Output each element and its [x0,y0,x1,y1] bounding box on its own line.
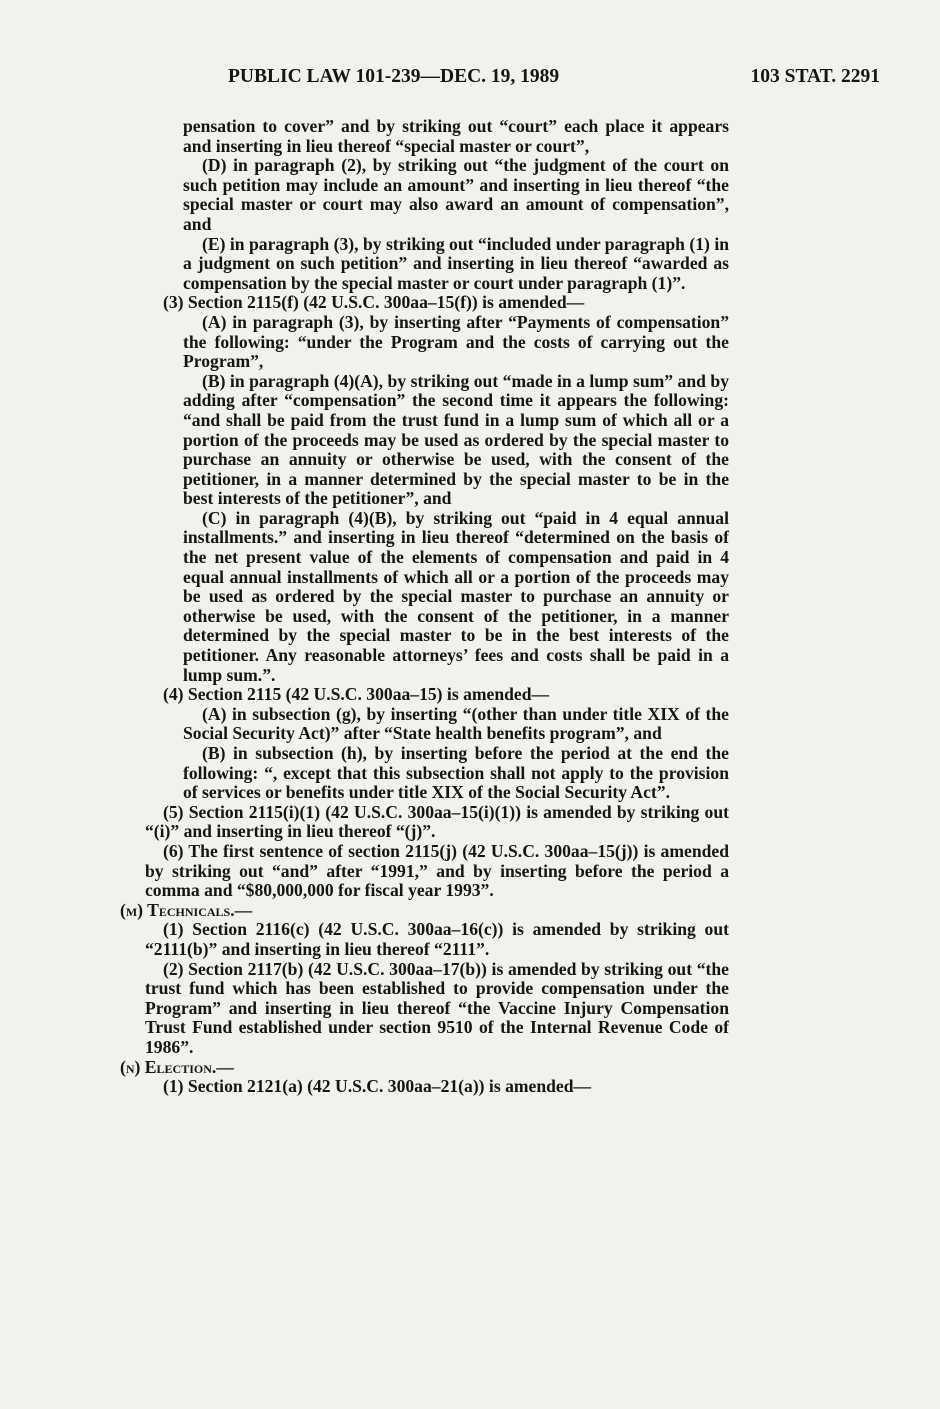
paragraph-m2: (2) Section 2117(b) (42 U.S.C. 300aa–17(b)) is amended by striking out “the trust fund which has been established to provide compensation under the Program” and inserting in lieu thereof “the Vaccine Injury Compensation Trust Fund established under section 9510 of the Internal Revenue Code of 1986”. [145,958,729,1057]
page-number: 103 STAT. 2291 [750,66,880,87]
subparagraph-d: (D) in paragraph (2), by striking out “the judgment of the court on such petition may include an amount” and inserting in lieu thereof “the special master or court may also award an amount of compensation”, and [183,155,729,234]
paragraph-4: (4) Section 2115 (42 U.S.C. 300aa–15) is amended— [163,684,550,705]
subparagraph-3a: (A) in paragraph (3), by inserting after “Payments of compensation” the following: “under the Program and the costs of carrying out the Program”, [183,311,729,372]
paragraph-3: (3) Section 2115(f) (42 U.S.C. 300aa–15(f)) is amended— [163,292,585,313]
subparagraph-4b: (B) in subsection (h), by inserting before the period at the end the following: “, except that this subsection shall not apply to the provision of services or benefits under title XIX of the Social Security Act”. [183,743,729,803]
section-heading-m: (m) Technicals.— [120,899,253,920]
page-header [228,66,880,96]
paragraph-m1: (1) Section 2116(c) (42 U.S.C. 300aa–16(c)) is amended by striking out “2111(b)” and inserting in lieu thereof “2111”. [145,919,729,959]
running-title: PUBLIC LAW 101-239—DEC. 19, 1989 [228,66,560,87]
subparagraph-3b: (B) in paragraph (4)(A), by striking out “made in a lump sum” and by adding after “compensation” the second time it appears the following: “and shall be paid from the trust fund in a lump sum of which all or a portion of the proceeds may be used as ordered by the special master to purchase an annuity or otherwise be used, with the consent of the petitioner, in a manner determined by the special master to be in the best interests of the petitioner”, and [183,370,729,509]
subparagraph-e: (E) in paragraph (3), by striking out “included under paragraph (1) in a judgment on such petition” and inserting in lieu thereof “awarded as compensation by the special master or court under paragraph (1)”. [183,233,729,293]
section-heading-n: (n) Election.— [120,1056,234,1077]
subparagraph-3c: (C) in paragraph (4)(B), by striking out “paid in 4 equal annual installments.” and inserting in lieu thereof “determined on the basis of the net present value of the elements of compensation and paid in 4 equal annual installments of which all or a portion of the proceeds may be used as ordered by the special master to purchase an annuity or otherwise be used, with the consent of the petitioner, in a manner determined by the special master to be in the best interests of the petitioner. Any reasonable attorneys’ fees and costs shall be paid in a lump sum.”. [183,507,729,685]
paragraph-6: (6) The first sentence of section 2115(j) (42 U.S.C. 300aa–15(j)) is amended by striking out “and” after “1991,” and by inserting before the period a comma and “$80,000,000 for fiscal year 1993”. [145,840,729,901]
paragraph-5: (5) Section 2115(i)(1) (42 U.S.C. 300aa–15(i)(1)) is amended by striking out “(i)” and inserting in lieu thereof “(j)”. [145,801,729,842]
paragraph-n1: (1) Section 2121(a) (42 U.S.C. 300aa–21(a)) is amended— [163,1076,592,1097]
body-text [120,116,729,1097]
paragraph-continuation: pensation to cover” and by striking out “court” each place it appears and inserting in lieu thereof “special master or court”, [183,116,729,156]
subparagraph-4a: (A) in subsection (g), by inserting “(other than under title XIX of the Social Security Act)” after “State health benefits program”, and [183,703,729,744]
